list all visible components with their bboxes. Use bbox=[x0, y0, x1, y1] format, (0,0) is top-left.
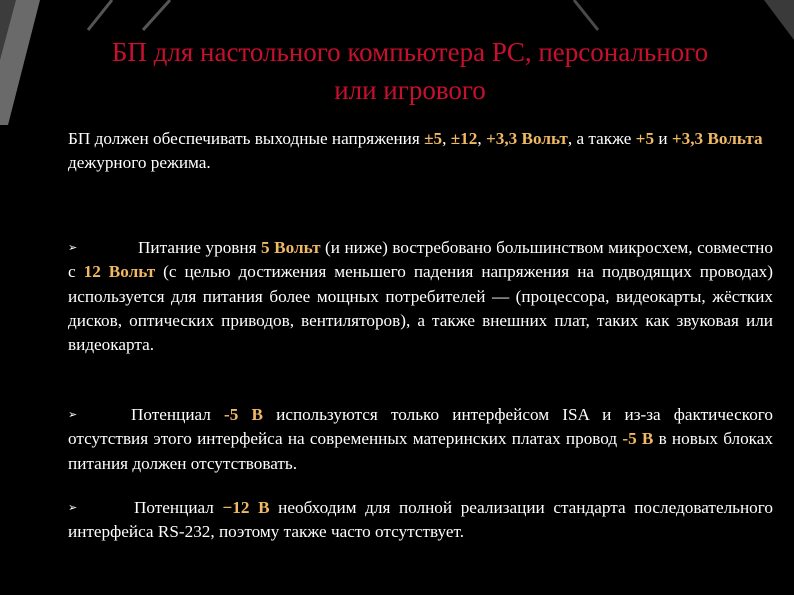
bullet-text: Потенциал bbox=[134, 498, 223, 517]
title-line-2: или игрового bbox=[334, 75, 486, 105]
bullet-text: Питание уровня bbox=[138, 238, 262, 257]
voltage-value: -5 В bbox=[224, 405, 263, 424]
voltage-value: ±5 bbox=[424, 129, 443, 148]
bullet-item-5v-12v bbox=[68, 236, 773, 357]
bullet-text: (и ниже) востребовано большинством микросхем, совместно с bbox=[68, 238, 773, 282]
intro-text: , bbox=[442, 129, 451, 148]
voltage-value: +3,3 Вольта bbox=[671, 129, 763, 148]
bullet-text: (с целью достижения меньшего падения напряжения на подводящих проводах) используется для питания более мощных потребителей — (процессора, видеокарты, жёстких дисков, оптических приводов, вентиляторов), а также внешних плат, таких как звуковая или видеокарта. bbox=[68, 262, 773, 355]
voltage-value: +5 bbox=[635, 129, 655, 148]
bullet-item-minus-12v bbox=[68, 496, 773, 545]
bullet-item-minus-5v bbox=[68, 403, 773, 476]
intro-paragraph bbox=[68, 127, 774, 175]
intro-text: и bbox=[654, 129, 672, 148]
voltage-value: 5 Вольт bbox=[261, 238, 321, 257]
voltage-value: −12 В bbox=[222, 498, 270, 517]
intro-text: дежурного режима. bbox=[68, 153, 211, 172]
voltage-value: -5 В bbox=[622, 429, 654, 449]
page-title bbox=[40, 33, 780, 109]
intro-text: БП должен обеспечивать выходные напряжения bbox=[68, 129, 425, 148]
bullet-text: используются только интерфейсом ISA и из-за фактического отсутствия этого интерфейса на современных материнских платах провод bbox=[68, 405, 773, 449]
voltage-value: ±12 bbox=[450, 129, 478, 148]
arrow-bullet-icon: ➢ bbox=[68, 241, 78, 254]
bullet-text: необходим для полной реализации стандарта последовательного интерфейса RS-232, поэтому также часто отсутствует. bbox=[68, 498, 773, 542]
intro-text: , а также bbox=[567, 129, 636, 148]
voltage-value: 12 Вольт bbox=[83, 262, 156, 282]
voltage-value: +3,3 Вольт bbox=[485, 129, 568, 148]
arrow-bullet-icon: ➢ bbox=[68, 501, 78, 514]
intro-text: , bbox=[477, 129, 486, 148]
title-line-1: БП для настольного компьютера PC, персонального bbox=[111, 37, 709, 67]
arrow-bullet-icon: ➢ bbox=[68, 408, 78, 421]
bullet-text: Потенциал bbox=[131, 405, 225, 424]
bullet-text: в новых блоках питания должен отсутствовать. bbox=[68, 429, 773, 473]
